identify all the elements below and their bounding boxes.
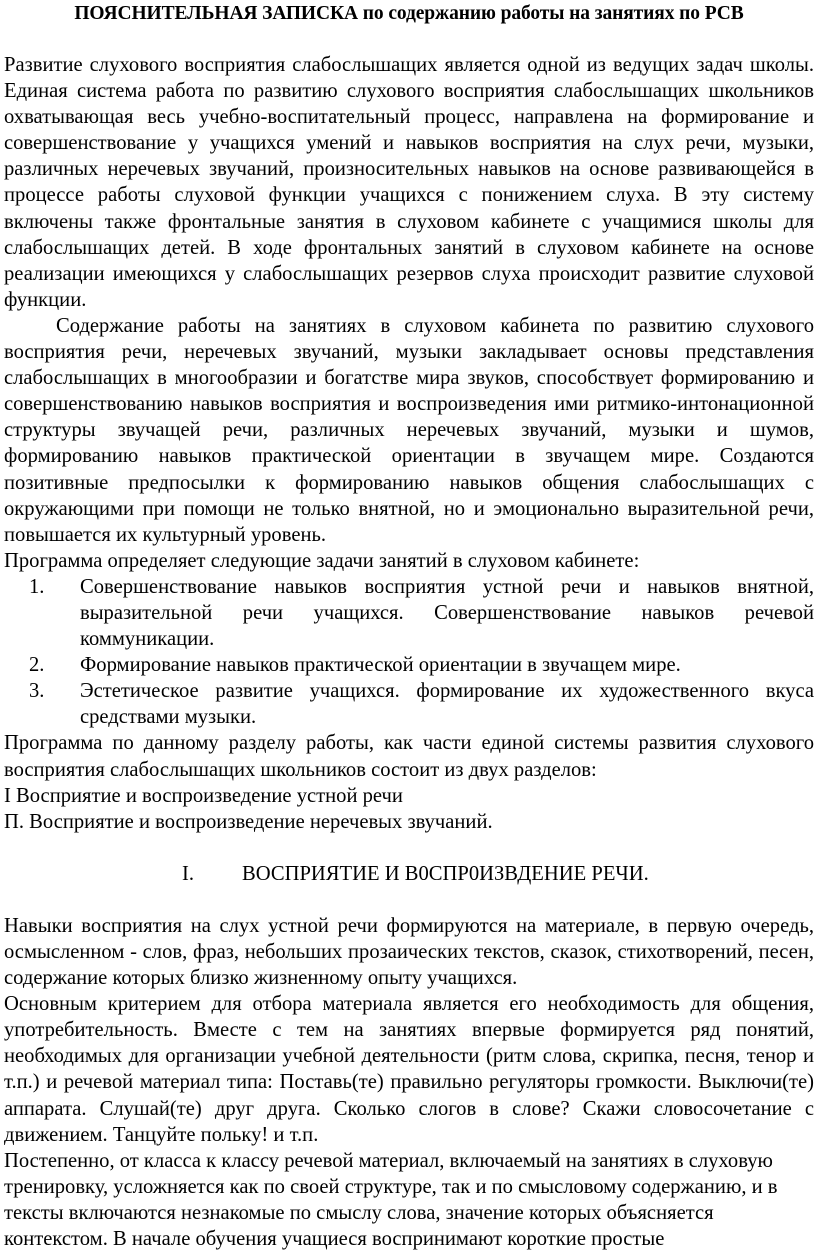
section-heading	[4, 861, 814, 887]
section-title: ВОСПРИЯТИЕ И В0СПР0ИЗВДЕНИЕ РЕЧИ.	[242, 862, 649, 885]
paragraph-program: Программа по данному разделу работы, как части единой системы развития слухового восприятия слабослышащих школьников состоит из двух разделов:	[4, 732, 814, 781]
document-title: ПОЯСНИТЕЛЬНАЯ ЗАПИСКА по содержанию работы на занятиях по РСВ	[74, 3, 744, 24]
list-number: 3.	[29, 680, 45, 703]
paragraph-intro: Развитие слухового восприятия слабослышащих является одной из ведущих задач школы. Единая система работа по развитию слухового восприятия слабослышащих школьников охватывающая весь учебно-воспитательный процесс, направлена на формирование и совершенствование у учащихся умений и навыков восприятия на слух речи, музыки, различных неречевых звучаний, произносительных навыков на основе развивающейся в процессе работы слуховой функции учащихся с понижением слуха. В эту систему включены также фронтальные занятия в слуховом кабинете с учащимися школы для слабослышащих детей. В ходе фронтальных занятий в слуховом кабинете на основе реализации имеющихся у слабослышащих резервов слуха происходит развитие слуховой функции.	[4, 54, 814, 311]
paragraph-gradual: Постепенно, от класса к классу речевой материал, включаемый на занятиях в слуховую тренировку, усложняется как по своей структуре, так и по смысловому содержанию, и в тексты включаются незнакомые по смыслу слова, значение которых объясняется контекстом. В начале обучения учащиеся воспринимают короткие простые	[4, 1149, 778, 1251]
list-item-text: Эстетическое развитие учащихся. формирование их художественного вкуса средствами музыки.	[80, 680, 814, 729]
list-item	[29, 678, 814, 730]
paragraph-skills: Навыки восприятия на слух устной речи формируются на материале, в первую очередь, осмысленном - слов, фраз, небольших прозаических текстов, сказок, стихотворений, песен, содержание которых близко жизненному опыту учащихся.	[4, 914, 814, 990]
list-number: 1.	[29, 575, 45, 598]
section-list-item-2: П. Восприятие и воспроизведение неречевых звучаний.	[4, 810, 493, 833]
list-number: 2.	[29, 654, 45, 677]
tasks-list	[4, 574, 814, 731]
section-number: I.	[182, 862, 195, 885]
blank-line	[4, 835, 814, 861]
tasks-intro: Программа определяет следующие задачи занятий в слуховом кабинете:	[4, 549, 640, 572]
blank-line	[4, 887, 814, 913]
list-item-text: Совершенствование навыков восприятия устной речи и навыков внятной, выразительной речи учащихся. Совершенствование навыков речевой коммуникации.	[80, 575, 814, 651]
list-item	[29, 574, 814, 652]
paragraph-content: Содержание работы на занятиях в слуховом кабинета по развитию слухового восприятия речи, неречевых звучаний, музыки закладывает основы представления слабослышащих в многообразии и богатстве мира звуков, способствует формированию и совершенствованию навыков восприятия и воспроизведения ими ритмико-интонационной структуры звучащей речи, различных неречевых звучаний, музыки и шумов, формированию навыков практической ориентации в звучащем мире. Создаются позитивные предпосылки к формированию навыков общения слабослышащих с окружающими при помощи не только внятной, но и эмоционально выразительной речи, повышается их культурный уровень.	[4, 314, 814, 546]
paragraph-criteria: Основным критерием для отбора материала является его необходимость для общения, употребительность. Вместе с тем на занятиях впервые формируется ряд понятий, необходимых для организации учебной деятельности (ритм слова, скрипка, песня, тенор и т.п.) и речевой материал типа: Поставь(те) правильно регуляторы громкости. Выключи(те) аппарата. Слушай(те) друг друга. Сколько слогов в слове? Скажи словосочетание с движением. Танцуйте польку! и т.п.	[4, 993, 814, 1146]
list-item	[29, 652, 814, 678]
blank-line	[4, 26, 814, 52]
section-list-item-1: I Восприятие и воспроизведение устной речи	[4, 784, 403, 807]
list-item-text: Формирование навыков практической ориентации в звучащем мире.	[80, 654, 681, 677]
